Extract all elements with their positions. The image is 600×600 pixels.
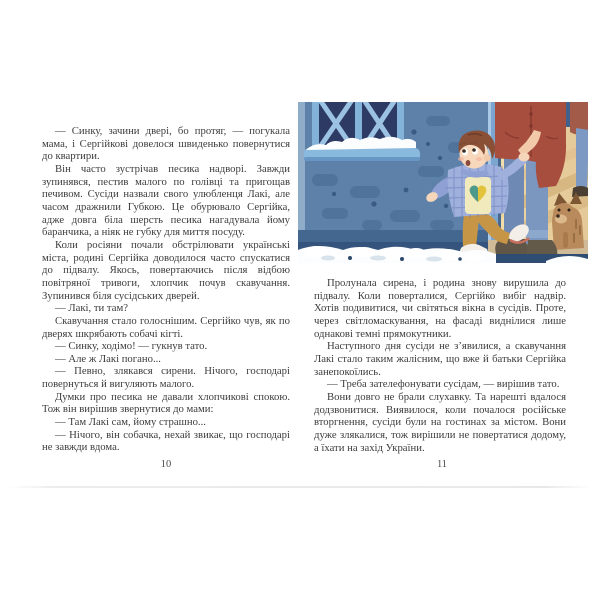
page-number-right: 11 [436, 459, 448, 470]
story-illustration [298, 102, 588, 268]
page-right-text-block [314, 277, 566, 454]
paragraph: — Лакі, ти там? [55, 302, 128, 315]
paragraph: — Але ж Лакі погано... [55, 352, 161, 365]
paragraph: Думки про песика не давали хлопчикові спокою. Тож він вирішив звернутися до мами: [42, 390, 290, 416]
paragraph: Коли росіяни почали обстрілювати українські міста, родині Сергійка доводилося часто спускатися до підвалу. Якось, повертаючись після відбою повітряної тривоги, хлопчик почув скавучання. Зупинився біля сусідських дверей. [42, 238, 290, 302]
paragraph: — Нічого, він собачка, нехай звикає, що господарі не завжди вдома. [42, 428, 290, 454]
page-bottom-edge [8, 486, 592, 488]
paragraph: Вони довго не брали слухавку. Та нарешті вдалося додзвонитися. Виявилося, коли почалося російське вторгнення, сусіди були на гостинах за містом. Вони дуже злякалися, тож вирішили не повертатися додому, а їхати на захід України. [314, 390, 566, 454]
paragraph: — Певно, злякався сирени. Нічого, господарі повернуться й вигуляють малого. [42, 365, 290, 391]
paragraph: Пролунала сирена, і родина знову вирушила до підвалу. Коли поверталися, Сергійко вибіг надвір. Хотів подивитися, чи світяться вікна в сусідів. Проте, через світломаскування, на фасаді виднілися лише однакові темні прямокутники. [314, 277, 566, 340]
paragraph: Скавучання стало голоснішим. Сергійко чув, як по дверях шкрябають собачі кігті. [42, 314, 290, 340]
page-left-text-block [42, 125, 290, 454]
paragraph: — Синку, зачини двері, бо протяг, — погукала мама, і Сергійкові довелося швиденько повернутися до квартири. [42, 125, 290, 163]
paragraph: — Там Лакі сам, йому страшно... [55, 416, 206, 429]
paragraph: — Синку, ходімо! — гукнув тато. [55, 340, 208, 353]
paragraph: Він часто зустрічав песика надворі. Завжди зупинявся, пестив малого по голівці та пригощав печивом. Сусіди назвали свого улюбленця Лакі, але часом дражнили Губкою. Це обурювало Сергійка, адже довга біла шерсть песика нагадувала йому баранчика, а ніяк не губку для миття посуду. [42, 162, 290, 239]
paragraph: — Треба зателефонувати сусідам, — вирішив тато. [327, 378, 560, 391]
paragraph: Наступного дня сусіди не з’явилися, а скавучання Лакі стало таким жалісним, що вже й батьки Сергійка занепокоїлись. [314, 340, 566, 378]
taped-window [304, 102, 420, 161]
page-number-left: 10 [160, 459, 172, 470]
